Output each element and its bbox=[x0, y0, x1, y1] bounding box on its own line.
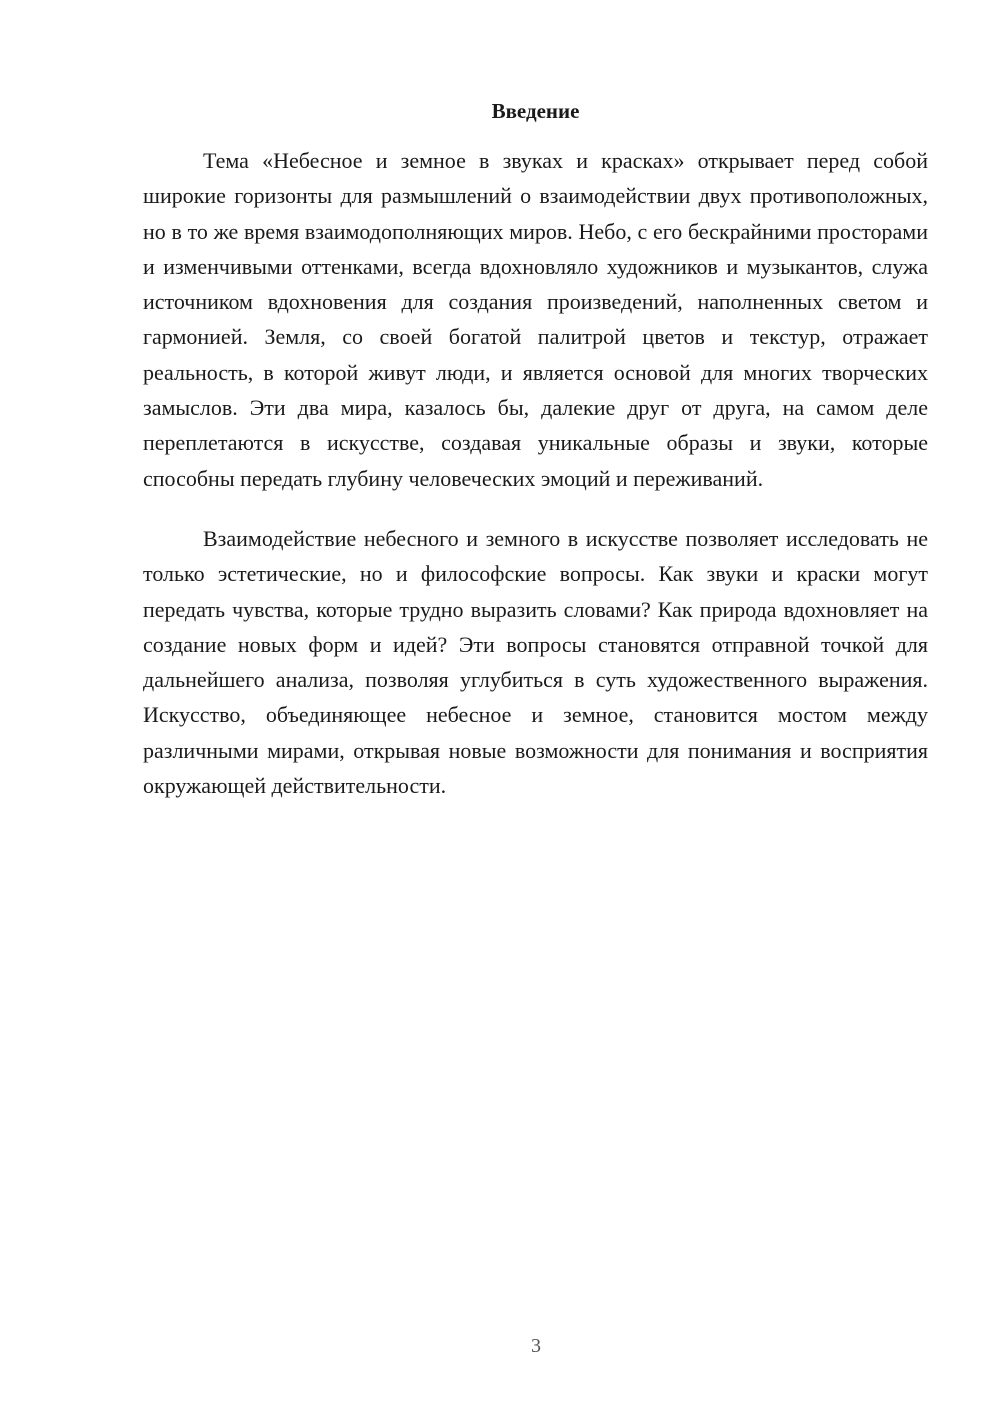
page-content bbox=[143, 96, 928, 803]
paragraph-1: Тема «Небесное и земное в звуках и красках» открывает перед собой широкие горизонты для размышлений о взаимодействии двух противоположных, но в то же время взаимодополняющих миров. Небо, с его бескрайними просторами и изменчивыми оттенками, всегда вдохновляло художников и музыкантов, служа источником вдохновения для создания произведений, наполненных светом и гармонией. Земля, со своей богатой палитрой цветов и текстур, отражает реальность, в которой живут люди, и является основой для многих творческих замыслов. Эти два мира, казалось бы, далекие друг от друга, на самом деле переплетаются в искусстве, создавая уникальные образы и звуки, которые способны передать глубину человеческих эмоций и переживаний. bbox=[143, 148, 928, 491]
section-heading: Введение bbox=[491, 99, 580, 123]
paragraph-2: Взаимодействие небесного и земного в искусстве позволяет исследовать не только эстетические, но и философские вопросы. Как звуки и краски могут передать чувства, которые трудно выразить словами? Как природа вдохновляет на создание новых форм и идей? Эти вопросы становятся отправной точкой для дальнейшего анализа, позволяя углубиться в суть художественного выражения. Искусство, объединяющее небесное и земное, становится мостом между различными мирами, открывая новые возможности для понимания и восприятия окружающей действительности. bbox=[143, 525, 928, 799]
page-number: 3 bbox=[531, 1335, 541, 1357]
